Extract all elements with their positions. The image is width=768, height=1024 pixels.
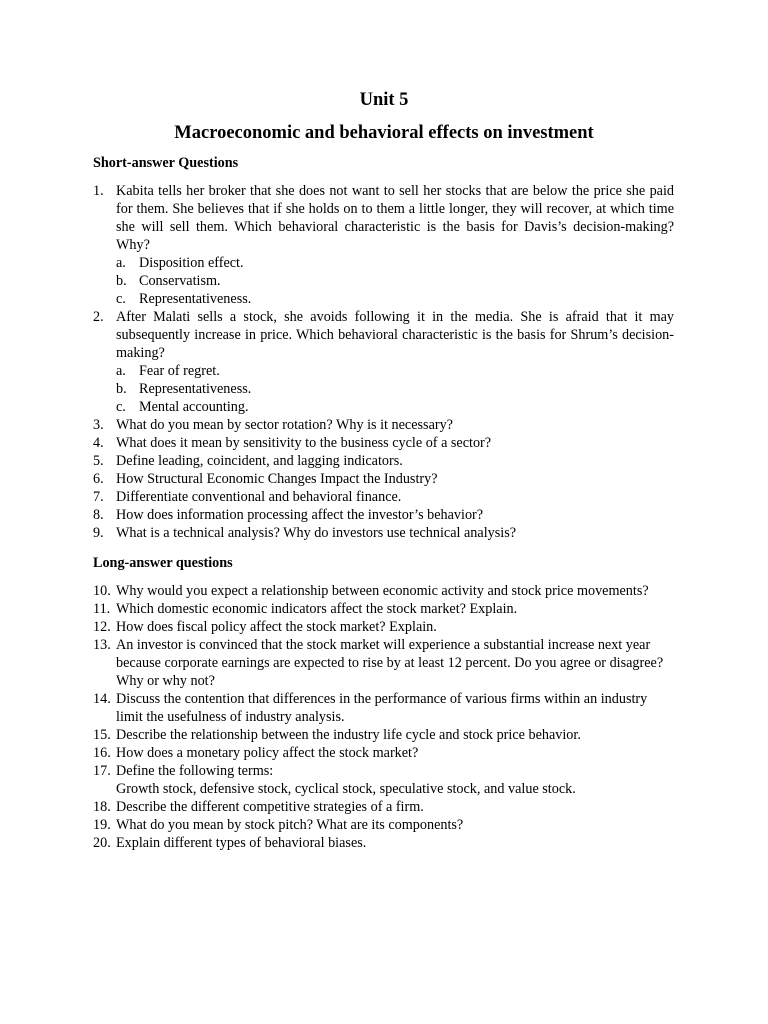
question-number: 17.	[93, 763, 111, 779]
question-item	[93, 524, 674, 542]
option-letter: b.	[116, 273, 127, 289]
question-number: 14.	[93, 691, 111, 707]
question-subtext: Growth stock, defensive stock, cyclical stock, speculative stock, and value stock.	[116, 781, 576, 797]
question-number: 13.	[93, 637, 111, 653]
question-item	[93, 762, 674, 798]
question-text: What is a technical analysis? Why do investors use technical analysis?	[116, 525, 517, 541]
long-answer-list	[93, 582, 674, 852]
option-letter: b.	[116, 381, 127, 397]
option-text: Representativeness.	[139, 291, 252, 307]
question-item	[93, 470, 674, 488]
answer-option	[116, 272, 674, 290]
question-number: 9.	[93, 525, 104, 541]
question-text: Differentiate conventional and behavioral finance.	[116, 489, 402, 505]
question-text: How does a monetary policy affect the stock market?	[116, 745, 419, 761]
question-text: Define the following terms:	[116, 763, 274, 779]
question-item	[93, 488, 674, 506]
unit-title: Unit 5	[359, 90, 409, 110]
option-text: Representativeness.	[139, 381, 252, 397]
question-text: How Structural Economic Changes Impact the Industry?	[116, 471, 438, 487]
question-text: Describe the different competitive strategies of a firm.	[116, 799, 424, 815]
answer-option	[116, 290, 674, 308]
question-item	[93, 308, 674, 416]
question-text: Describe the relationship between the industry life cycle and stock price behavior.	[116, 727, 581, 743]
question-item	[93, 452, 674, 470]
option-text: Disposition effect.	[139, 255, 244, 271]
option-text: Fear of regret.	[139, 363, 220, 379]
question-item	[93, 416, 674, 434]
question-item	[93, 690, 674, 726]
question-number: 10.	[93, 583, 111, 599]
answer-option	[116, 380, 674, 398]
answer-options	[116, 362, 674, 416]
question-item	[93, 506, 674, 524]
short-answer-heading: Short-answer Questions	[93, 155, 239, 171]
question-text: An investor is convinced that the stock market will experience a substantial increase next year because corporate earnings are expected to rise by at least 12 percent. Do you agree or disagree? Why or why not?	[116, 637, 664, 689]
question-text: How does fiscal policy affect the stock market? Explain.	[116, 619, 437, 635]
question-text: Explain different types of behavioral biases.	[116, 835, 367, 851]
question-number: 1.	[93, 183, 104, 199]
option-letter: c.	[116, 399, 126, 415]
question-item	[93, 434, 674, 452]
question-item	[93, 182, 674, 308]
question-item	[93, 816, 674, 834]
question-number: 19.	[93, 817, 111, 833]
answer-option	[116, 398, 674, 416]
question-text: Define leading, coincident, and lagging indicators.	[116, 453, 403, 469]
answer-options	[116, 254, 674, 308]
question-item	[93, 618, 674, 636]
option-text: Mental accounting.	[139, 399, 249, 415]
page-title: Macroeconomic and behavioral effects on investment	[174, 123, 594, 143]
question-text: After Malati sells a stock, she avoids following it in the media. She is afraid that it may subsequently increase in price. Which behavioral characteristic is the basis for Shrum’s decision-making?	[116, 309, 674, 361]
question-number: 6.	[93, 471, 104, 487]
question-item	[93, 744, 674, 762]
question-item	[93, 600, 674, 618]
long-answer-heading: Long-answer questions	[93, 555, 233, 571]
question-number: 11.	[93, 601, 111, 617]
option-letter: c.	[116, 291, 126, 307]
question-text: How does information processing affect the investor’s behavior?	[116, 507, 484, 523]
answer-option	[116, 254, 674, 272]
question-text: Why would you expect a relationship between economic activity and stock price movements?	[116, 583, 649, 599]
question-number: 4.	[93, 435, 104, 451]
short-answer-list	[93, 182, 674, 542]
question-number: 16.	[93, 745, 111, 761]
question-number: 12.	[93, 619, 111, 635]
question-number: 15.	[93, 727, 111, 743]
question-number: 20.	[93, 835, 111, 851]
option-letter: a.	[116, 255, 126, 271]
answer-option	[116, 362, 674, 380]
question-number: 5.	[93, 453, 104, 469]
question-text: What do you mean by stock pitch? What are its components?	[116, 817, 464, 833]
question-item	[93, 798, 674, 816]
question-item	[93, 726, 674, 744]
option-text: Conservatism.	[139, 273, 221, 289]
question-text: What do you mean by sector rotation? Why is it necessary?	[116, 417, 453, 433]
question-item	[93, 582, 674, 600]
question-number: 18.	[93, 799, 111, 815]
question-item	[93, 636, 674, 690]
question-number: 8.	[93, 507, 104, 523]
option-letter: a.	[116, 363, 126, 379]
question-text: Kabita tells her broker that she does not want to sell her stocks that are below the price she paid for them. She believes that if she holds on to them a little longer, they will recover, at which time she will sell them. Which behavioral characteristic is the basis for Davis’s decision-making? Why?	[116, 183, 674, 253]
question-number: 2.	[93, 309, 104, 325]
question-number: 7.	[93, 489, 104, 505]
question-text: Which domestic economic indicators affect the stock market? Explain.	[116, 601, 518, 617]
question-text: What does it mean by sensitivity to the business cycle of a sector?	[116, 435, 492, 451]
question-item	[93, 834, 674, 852]
question-number: 3.	[93, 417, 104, 433]
question-text: Discuss the contention that differences in the performance of various firms within an industry limit the usefulness of industry analysis.	[116, 691, 648, 725]
